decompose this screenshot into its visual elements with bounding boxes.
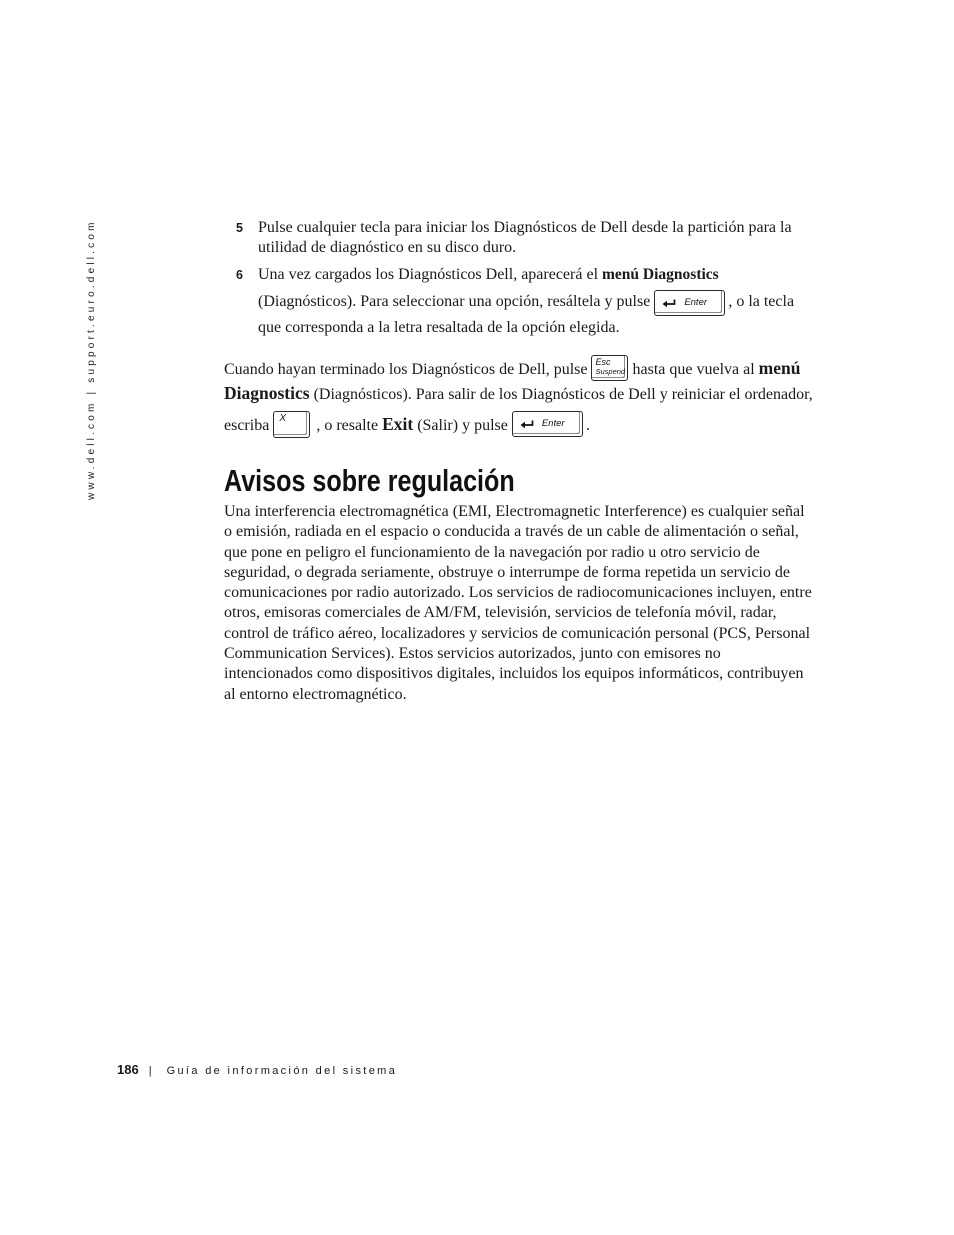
step-number: 5 [236, 221, 243, 235]
section-body [224, 502, 812, 705]
diagnostics-term: Diagnostics [224, 383, 310, 403]
body-line: Communication Services). Estos servicios autorizados, junto con emisores no [224, 645, 721, 663]
step-6-line-2 [258, 292, 794, 312]
esc-key-label: Esc [595, 357, 611, 368]
enter-arrow-icon [662, 299, 676, 308]
suspend-key-label: Suspend [595, 367, 626, 377]
enter-key [512, 411, 583, 437]
enter-arrow-head [663, 301, 668, 307]
body-line: Una interferencia electromagnética (EMI, Electromagnetic Interference) es cualquier señal [224, 503, 805, 520]
step-text: Una vez cargados los Diagnósticos Dell, aparecerá el [258, 266, 599, 283]
step-text: , o la tecla [728, 293, 795, 310]
menu-diagnostics-term: menú Diagnostics [602, 266, 719, 283]
body-line: control de tráfico aéreo, localizadores y servicios de comunicación personal (PCS, Personal [224, 624, 811, 642]
exit-term: Exit [382, 414, 414, 434]
enter-arrow-icon [520, 420, 534, 429]
enter-arrow-stem [666, 300, 675, 305]
step-text: Pulse cualquier tecla para iniciar los Diagnósticos de Dell desde la partición para la [258, 219, 792, 236]
paragraph-text: Cuando hayan terminado los Diagnósticos de Dell, pulse [224, 361, 588, 378]
paragraph-text: escriba [224, 417, 270, 434]
step-6-line-1 [236, 265, 719, 285]
exit-paragraph-line-3 [224, 414, 590, 436]
paragraph-text: , o resalte [316, 417, 379, 434]
menu-term: menú [758, 358, 801, 378]
x-key-label: X [279, 412, 286, 424]
enter-key-label: Enter [684, 297, 708, 309]
body-line: que pone en peligro el funcionamiento de la navegación por radio u otro servicio de [224, 543, 760, 561]
exit-paragraph-line-2 [224, 383, 813, 405]
step-5-line-2 [258, 238, 516, 258]
body-line: comunicaciones por radio autorizado. Los servicios de radiocomunicaciones incluyen, entre [224, 584, 812, 602]
step-text: (Diagnósticos). Para seleccionar una opción, resáltela y pulse [258, 293, 651, 310]
footer-title: Guía de información del sistema [166, 1065, 398, 1077]
step-number: 6 [236, 268, 243, 282]
footer-separator: | [148, 1065, 152, 1077]
enter-key [654, 290, 725, 316]
step-text: utilidad de diagnóstico en su disco duro. [258, 239, 517, 256]
body-line: intencionados como dispositivos digitales, incluidos los equipos informáticos, contribuyen [224, 665, 804, 683]
enter-arrow-stem [524, 421, 533, 426]
step-5-line-1 [236, 218, 792, 238]
body-line: otros, emisoras comerciales de AM/FM, televisión, servicios de telefonía móvil, radar, [224, 604, 777, 622]
body-line: seguridad, o degrada seriamente, obstruye o interrumpe de forma repetida un servicio de [224, 563, 791, 581]
page-number: 186 [117, 1062, 139, 1077]
section-heading: Avisos sobre regulación [224, 463, 515, 498]
body-line: o emisión, radiada en el espacio o conducida a través de un cable de alimentación o señal, [224, 523, 799, 541]
enter-key-label: Enter [541, 418, 565, 430]
sidebar-url-text: www.dell.com | support.euro.dell.com [86, 219, 97, 500]
enter-arrow-head [520, 422, 525, 428]
paragraph-text: . [585, 417, 590, 434]
body-line: al entorno electromagnético. [224, 685, 407, 703]
step-text: que corresponda a la letra resaltada de la opción elegida. [258, 319, 620, 336]
paragraph-text: (Salir) y pulse [417, 417, 508, 434]
paragraph-text: hasta que vuelva al [632, 361, 755, 378]
esc-suspend-key [591, 355, 628, 381]
page-footer [117, 1062, 397, 1079]
x-key [273, 411, 310, 438]
step-6-line-3 [258, 318, 620, 338]
paragraph-text: (Diagnósticos). Para salir de los Diagnósticos de Dell y reiniciar el ordenador, [313, 386, 813, 403]
exit-paragraph-line-1 [224, 358, 800, 380]
